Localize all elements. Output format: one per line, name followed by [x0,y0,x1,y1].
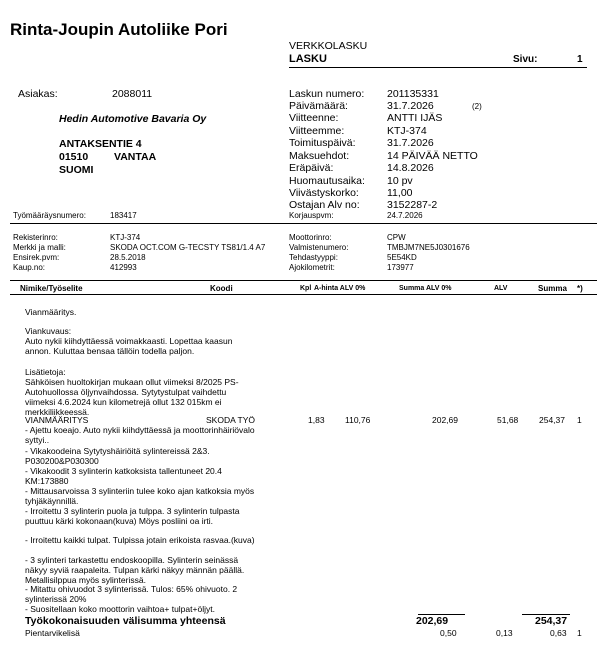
work-note: - Mitattu ohivuodot 3 sylinterissä. Tulos: 65% ohivuoto. 2 sylinterissä 20% [25,584,238,604]
subtotal-label: Työkokonaisuuden välisumma yhteensä [25,615,226,627]
page-number: 1 [577,54,583,65]
small-items-vat: 0,13 [496,628,513,638]
invoice-number: 201135331 [387,88,439,100]
your-ref-label: Viitteenne: [289,112,339,124]
doc-type-top: VERKKOLASKU [289,40,368,52]
engine-label: Moottorinro: [289,233,332,242]
small-items-sum-excl: 0,50 [440,628,457,638]
work-note: - Ajettu koeajo. Auto nykii kiihdyttäessä ja moottorinhäiriövalo syttyi.. [25,425,255,445]
fault-line: Vianmääritys. [25,307,77,317]
work-note: - Irroitettu 3 sylinterin puola ja tulppa. 3 sylinterin tulpasta puuttuu kärki kokonaan(kuva) Möys posliini oa irti. [25,506,240,526]
customer-city: VANTAA [114,151,157,163]
make-label: Merkki ja malli: [13,243,66,252]
your-ref: ANTTI IJÄS [387,112,443,124]
our-ref-label: Viitteemme: [289,125,345,137]
repair-date-label: Korjauspvm: [289,211,334,220]
subtotal-sum: 254,37 [535,615,568,627]
extra-heading: Lisätietoja: [25,367,66,377]
first-reg-label: Ensirek.pvm: [13,253,60,262]
col-vat: ALV [494,285,508,292]
table-header-bottom-rule [10,294,597,295]
payment-terms: 14 PÄIVÄÄ NETTO [387,150,478,162]
col-unit-price: A-hinta ALV 0% [314,285,366,292]
factory-type-label: Tehdastyyppi: [289,253,338,262]
late-interest-label: Viivästyskorko: [289,187,359,199]
invoice-date: 31.7.2026 [387,100,434,112]
delivery-date-label: Toimituspäivä: [289,137,356,149]
delivery-date: 31.7.2026 [387,137,434,149]
col-sum-excl: Summa ALV 0% [399,285,452,292]
doc-type: LASKU [289,53,327,65]
notice-period: 10 pv [387,175,413,187]
row-qty: 1,83 [308,415,325,425]
due-date-label: Eräpäivä: [289,162,334,174]
first-reg: 28.5.2018 [110,253,146,262]
customer-number: 2088011 [112,88,153,100]
col-item: Nimike/Työselite [20,284,83,293]
customer-street: ANTAKSENTIE 4 [59,138,142,150]
table-header-top-rule [10,280,597,281]
col-code: Koodi [210,284,233,293]
notice-period-label: Huomautusaika: [289,175,365,187]
work-note: - Mittausarvoissa 3 sylinteriin tulee koko ajan katkoksia myös tyhjäkäynnillä. [25,486,255,506]
repair-date: 24.7.2026 [387,211,423,220]
mileage: 173977 [387,263,414,272]
factory-type: 5E54KD [387,253,417,262]
symptom-heading: Viankuvaus: [25,326,72,336]
invoice-number-label: Laskun numero: [289,88,365,100]
work-note: - Irroitettu kaikki tulpat. Tulpissa jotain erikoista rasvaa.(kuva) [25,535,255,545]
row-unit-price: 110,76 [345,415,371,425]
vin-label: Valmistenumero: [289,243,349,252]
work-note: - Vikakoodit 3 sylinterin katkoksista tallentuneet 20.4 KM:173880 [25,466,222,486]
work-order-label: Työmääräysnumero: [13,211,86,220]
info-rule [10,223,597,224]
row-code: SKODA TYÖ [206,415,255,425]
reg-number: KTJ-374 [110,233,141,242]
payment-terms-label: Maksuehdot: [289,150,350,162]
work-note: - Suositellaan koko moottorin vaihtoa+ tulpat+öljyt. [25,604,215,614]
dealer-label: Kaup.no: [13,263,46,272]
company-name: Rinta-Joupin Autoliike Pori [10,20,228,39]
row-sum-excl: 202,69 [432,415,458,425]
invoice-date-note: (2) [472,102,482,111]
buyer-vat: 3152287-2 [387,199,438,211]
late-interest: 11,00 [387,187,413,199]
customer-postcode: 01510 [59,151,89,163]
buyer-vat-label: Ostajan Alv no: [289,199,360,211]
work-note: - Vikakoodeina Sytytyshäiriöitä sylintereissä 2&3. P030200&P030300 [25,446,210,466]
dealer-number: 412993 [110,263,137,272]
col-sum: Summa [538,284,567,293]
row-mark: 1 [577,415,582,425]
work-order: 183417 [110,211,137,220]
mileage-label: Ajokilometrit: [289,263,335,272]
engine-number: CPW [387,233,406,242]
row-vat: 51,68 [497,415,519,425]
customer-country: SUOMI [59,164,94,176]
small-items-label: Pientarvikelisä [25,628,80,638]
due-date: 14.8.2026 [387,162,434,174]
customer-name: Hedin Automotive Bavaria Oy [59,113,207,125]
extra-text: Sähköisen huoltokirjan mukaan ollut viimeksi 8/2025 PS-Autohuollossa öljynvaihdossa. Sytytystulpat vaihdettu viimeksi 4.6.2024 kun kilometrejä ollut 132 015km ei merkkiliikkeessä. [25,377,239,417]
subtotal-sum-excl: 202,69 [416,615,449,627]
small-items-mark: 1 [577,628,582,638]
work-note: - 3 sylinteri tarkastettu endoskoopilla. Sylinterin seinässä näkyy syviä raapaleita. Tulpan kärki näkyy männän päällä. Metallisilppua myös sylinterissä. [25,555,245,585]
symptom-text: Auto nykii kiihdyttäessä voimakkaasti. Lopettaa kaasun annon. Kuluttaa bensaa tällöin todella paljon. [25,336,233,356]
small-items-sum: 0,63 [550,628,567,638]
row-name: VIANMÄÄRITYS [25,415,89,425]
our-ref: KTJ-374 [387,125,427,137]
row-sum: 254,37 [539,415,565,425]
reg-label: Rekisterinro: [13,233,58,242]
page-label: Sivu: [513,54,538,65]
vin: TMBJM7NE5J0301676 [387,243,470,252]
col-mark: *) [577,284,583,293]
header-rule [289,67,587,68]
make-model: SKODA OCT.COM G-TECSTY TS81/1.4 A7 [110,243,266,252]
invoice-date-label: Päivämäärä: [289,100,348,112]
customer-label: Asiakas: [18,88,58,100]
col-qty: Kpl [300,285,312,292]
